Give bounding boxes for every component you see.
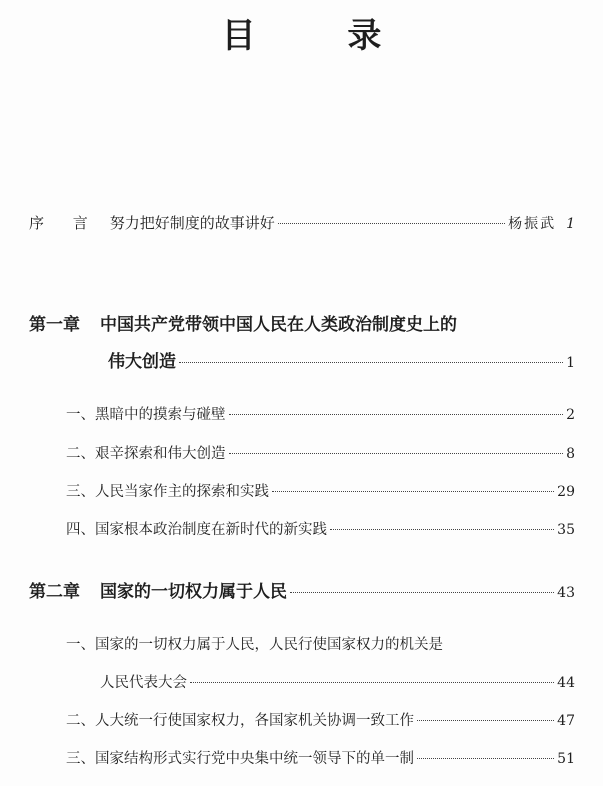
chapter-label: 第二章	[29, 582, 80, 602]
page-number: 51	[557, 751, 575, 767]
chapter-title: 中国共产党带领中国人民在人类政治制度史上的	[100, 315, 457, 335]
chapter-title: 国家的一切权力属于人民	[100, 582, 287, 602]
chapter-title-cont: 伟大创造	[108, 352, 176, 372]
leader-dots	[179, 362, 563, 363]
page-number: 44	[557, 675, 575, 691]
section-title: 三、人民当家作主的探索和实践	[66, 484, 269, 500]
toc-entry-chapter-1-cont[interactable]	[108, 351, 575, 374]
chapter-label: 第一章	[29, 315, 80, 335]
section-title-cont: 人民代表大会	[100, 675, 187, 691]
leader-dots	[190, 682, 554, 683]
section-title: 二、人大统一行使国家权力，各国家机关协调一致工作	[66, 713, 414, 729]
section-title: 二、艰辛探索和伟大创造	[66, 446, 226, 462]
toc-entry-section-cont[interactable]	[100, 672, 575, 694]
leader-dots	[229, 414, 564, 415]
leader-dots	[229, 453, 564, 454]
page-number: 29	[557, 484, 575, 500]
section-title: 一、国家的一切权力属于人民，人民行使国家权力的机关是	[66, 637, 443, 653]
toc-entry-section[interactable]	[66, 481, 575, 503]
leader-dots	[272, 491, 554, 492]
leader-dots	[417, 758, 554, 759]
leader-dots	[417, 720, 554, 721]
page-number: 35	[557, 522, 575, 538]
page-number: 43	[557, 585, 575, 601]
toc-entry-section[interactable]	[66, 519, 575, 541]
section-title: 三、国家结构形式实行党中央集中统一领导下的单一制	[66, 751, 414, 767]
toc-entry-section[interactable]	[66, 443, 575, 465]
leader-dots	[290, 592, 554, 593]
section-title: 一、黑暗中的摸索与碰壁	[66, 407, 226, 423]
page-number: 2	[566, 407, 575, 423]
toc-entry-section[interactable]	[66, 634, 575, 656]
toc-entry-preface[interactable]	[29, 212, 575, 235]
leader-dots	[278, 223, 505, 224]
page-number: 8	[566, 446, 575, 462]
page-number: 47	[557, 713, 575, 729]
page-number: 1	[566, 216, 575, 232]
section-title: 四、国家根本政治制度在新时代的新实践	[66, 522, 327, 538]
preface-label: 序 言	[29, 214, 100, 232]
toc-entry-section[interactable]	[66, 710, 575, 732]
toc-entry-chapter-2[interactable]	[29, 581, 575, 604]
page-number: 1	[566, 355, 575, 371]
preface-title: 努力把好制度的故事讲好	[109, 214, 275, 232]
toc-entry-chapter-1[interactable]	[29, 314, 575, 336]
toc-entry-section[interactable]	[66, 748, 575, 770]
preface-author: 杨振武	[508, 216, 557, 232]
toc-entry-section[interactable]	[66, 404, 575, 426]
leader-dots	[330, 529, 554, 530]
page-title: 目 录	[221, 16, 422, 56]
